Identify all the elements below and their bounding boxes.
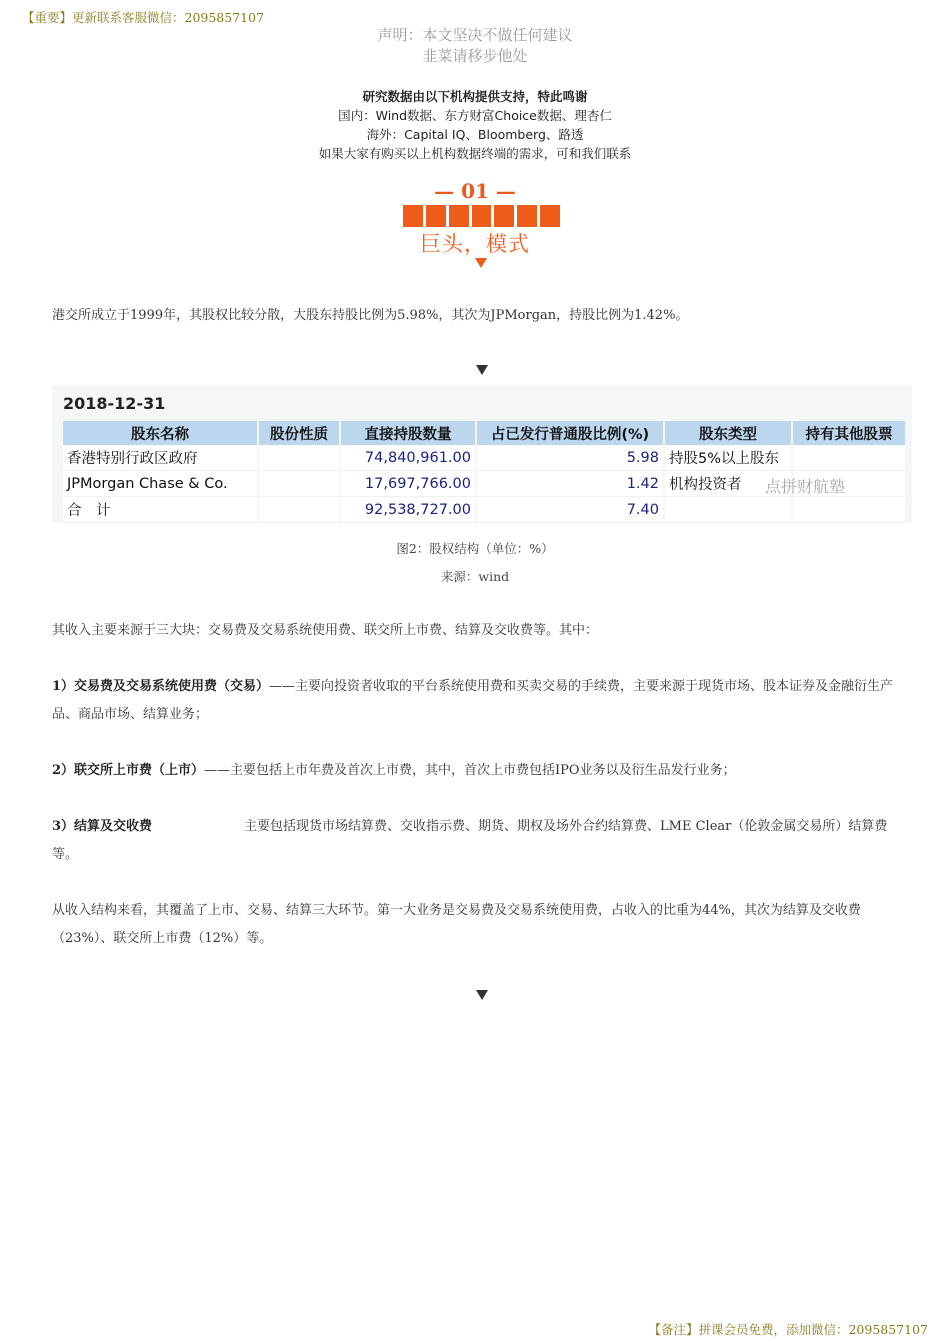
disclaimer-line-2: 韭菜请移步他处 <box>422 47 528 65</box>
table-cell: 7.40 <box>476 497 664 523</box>
table-cell: 机构投资者 <box>664 471 792 497</box>
list-item-2-title: 2）联交所上市费（上市） <box>52 763 205 778</box>
thanks-title: 研究数据由以下机构提供支持，特此鸣谢 <box>362 89 588 104</box>
table-cell: 持股5%以上股东 <box>664 445 792 471</box>
disclaimer-line-1: 声明：本文坚决不做任何建议 <box>377 26 573 44</box>
table-cell <box>258 445 340 471</box>
thanks-contact: 如果大家有购买以上机构数据终端的需求，可和我们联系 <box>318 146 632 161</box>
thanks-domestic: 国内：Wind数据、东方财富Choice数据、理杏仁 <box>338 108 612 123</box>
table-cell: 17,697,766.00 <box>340 471 476 497</box>
table-header: 占已发行普通股比例(%) <box>476 421 664 445</box>
table-cell <box>792 497 906 523</box>
table-cell <box>258 471 340 497</box>
table-cell: 香港特别行政区政府 <box>63 445 258 471</box>
section-number: — 01 — <box>434 179 516 203</box>
list-item-1-text: ——主要向投资者收取的平台系统使用费和买卖交易的手续费，主要来源于现货市场、股本证券及金融衍生产品、商品市场、结算业务； <box>52 679 894 722</box>
list-item-3 <box>52 813 910 869</box>
table-header: 股份性质 <box>258 421 340 445</box>
list-item-3-text: 主要包括现货市场结算费、交收指示费、期货、期权及场外合约结算费、LME Clear（伦敦金属交易所）结算费等。 <box>52 819 888 862</box>
watermark: 点拼财航塾 <box>765 477 846 496</box>
paragraph-2: 其收入主要来源于三大块：交易费及交易系统使用费、联交所上市费、结算及交收费等。其中： <box>52 623 599 638</box>
down-arrow-icon <box>475 258 487 268</box>
table-header: 股东名称 <box>63 421 258 445</box>
list-item-2-text: ——主要包括上市年费及首次上市费，其中，首次上市费包括IPO业务以及衍生品发行业务； <box>204 763 736 778</box>
bottom-note: 【备注】拼课会员免费，添加微信：2095857107 <box>648 1322 928 1337</box>
table-cell: 5.98 <box>476 445 664 471</box>
table-header: 股东类型 <box>664 421 792 445</box>
section-bar <box>403 205 560 227</box>
table-cell: 合 计 <box>63 497 258 523</box>
list-item-1 <box>52 673 910 729</box>
table-cell: 1.42 <box>476 471 664 497</box>
down-arrow-icon <box>476 365 488 375</box>
list-item-2 <box>52 757 910 785</box>
paragraph-1: 港交所成立于1999年，其股权比较分散，大股东持股比例为5.98%，其次为JPMorgan，持股比例为1.42%。 <box>52 308 689 323</box>
table-cell <box>664 497 792 523</box>
figure-caption: 图2：股权结构（单位：%） <box>396 541 554 556</box>
table-cell <box>792 445 906 471</box>
table-header: 持有其他股票 <box>792 421 906 445</box>
list-item-1-title: 1）交易费及交易系统使用费（交易） <box>52 679 270 694</box>
paragraph-3: 从收入结构来看，其覆盖了上市、交易、结算三大环节。第一大业务是交易费及交易系统使用费，占收入的比重为44%，其次为结算及交收费（23%）、联交所上市费（12%）等。 <box>52 903 861 946</box>
shareholder-table <box>63 421 907 523</box>
section-title: 巨头，模式 <box>420 232 530 256</box>
top-note: 【重要】更新联系客服微信：2095857107 <box>22 10 265 25</box>
table-header-row <box>63 421 906 445</box>
down-arrow-icon <box>476 990 488 1000</box>
table-row <box>63 497 906 523</box>
table-cell: JPMorgan Chase & Co. <box>63 471 258 497</box>
list-item-3-title: 3）结算及交收费 <box>52 819 153 834</box>
table-row <box>63 445 906 471</box>
table-date: 2018-12-31 <box>63 394 166 413</box>
table-cell <box>258 497 340 523</box>
thanks-overseas: 海外：Capital IQ、Bloomberg、路透 <box>366 127 584 142</box>
figure-source: 来源：wind <box>440 569 510 584</box>
table-cell: 74,840,961.00 <box>340 445 476 471</box>
table-cell: 92,538,727.00 <box>340 497 476 523</box>
table-header: 直接持股数量 <box>340 421 476 445</box>
